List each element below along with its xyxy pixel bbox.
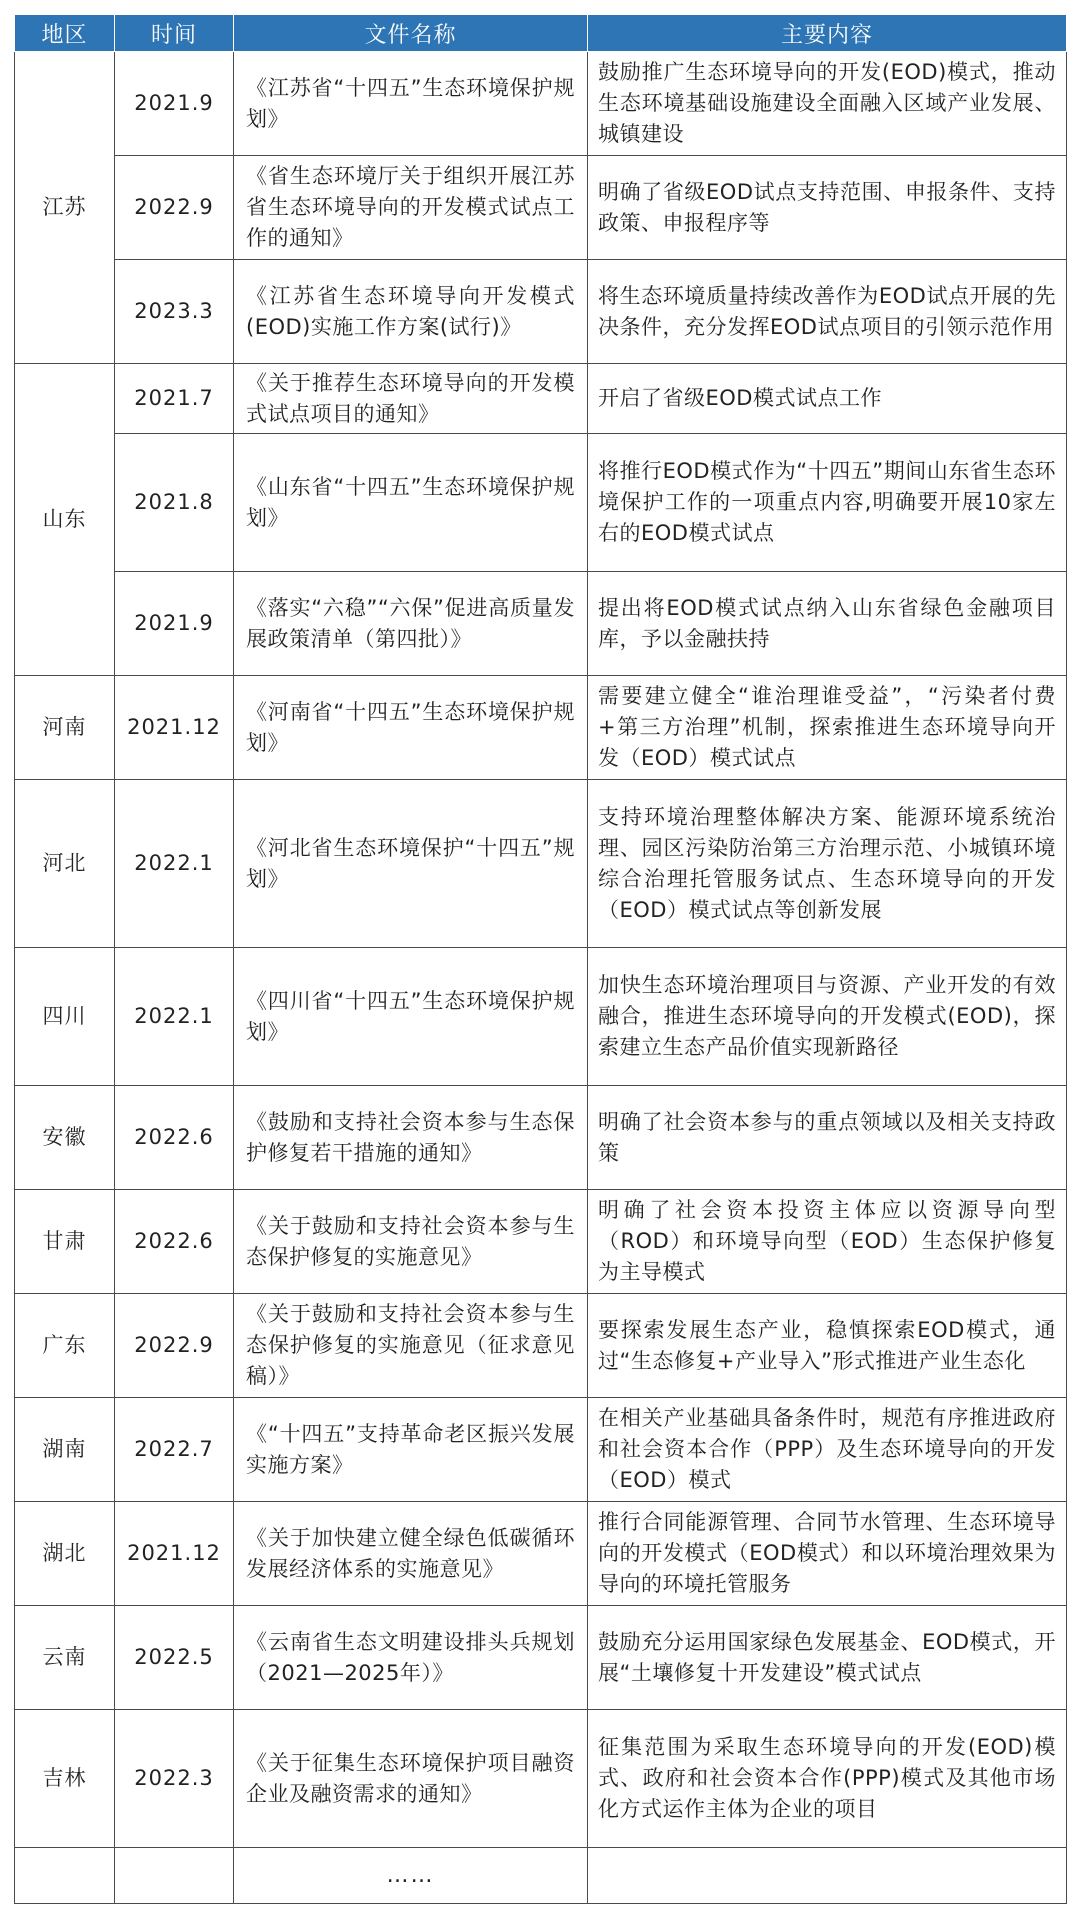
main-content-cell: 在相关产业基础具备条件时，规范有序推进政府和社会资本合作（PPP）及生态环境导向的开发（EOD）模式 xyxy=(588,1398,1067,1502)
region-cell: 河北 xyxy=(15,780,115,948)
table-row xyxy=(15,52,1067,156)
table-row xyxy=(15,260,1067,364)
table-row xyxy=(15,1606,1067,1710)
main-content-cell: 推行合同能源管理、合同节水管理、生态环境导向的开发模式（EOD模式）和以环境治理效果为导向的环境托管服务 xyxy=(588,1502,1067,1606)
time-cell: 2021.9 xyxy=(115,52,234,156)
document-name-cell: 《山东省“十四五”生态环境保护规划》 xyxy=(234,434,588,572)
header-time: 时间 xyxy=(115,15,234,52)
document-name-cell: 《云南省生态文明建设排头兵规划（2021—2025年）》 xyxy=(234,1606,588,1710)
table-row xyxy=(15,1190,1067,1294)
time-cell: 2021.7 xyxy=(115,364,234,434)
document-name-cell: 《鼓励和支持社会资本参与生态保护修复若干措施的通知》 xyxy=(234,1086,588,1190)
document-name-cell: 《落实“六稳”“六保”促进高质量发展政策清单（第四批）》 xyxy=(234,572,588,676)
document-name-cell: 《四川省“十四五”生态环境保护规划》 xyxy=(234,948,588,1086)
table-row xyxy=(15,1398,1067,1502)
time-cell: 2021.12 xyxy=(115,1502,234,1606)
main-content-cell: 提出将EOD模式试点纳入山东省绿色金融项目库，予以金融扶持 xyxy=(588,572,1067,676)
region-cell: 山东 xyxy=(15,364,115,676)
document-name-cell: 《江苏省“十四五”生态环境保护规划》 xyxy=(234,52,588,156)
table-row xyxy=(15,572,1067,676)
policy-table-wrapper xyxy=(14,14,1066,1904)
main-content-cell: 加快生态环境治理项目与资源、产业开发的有效融合，推进生态环境导向的开发模式(EOD)，探索建立生态产品价值实现新路径 xyxy=(588,948,1067,1086)
eod-policy-table xyxy=(14,14,1067,1904)
main-content-cell: 需要建立健全“谁治理谁受益”，“污染者付费+第三方治理”机制，探索推进生态环境导向开发（EOD）模式试点 xyxy=(588,676,1067,780)
table-row xyxy=(15,434,1067,572)
table-row xyxy=(15,1086,1067,1190)
time-cell: 2023.3 xyxy=(115,260,234,364)
time-cell: 2022.1 xyxy=(115,948,234,1086)
time-cell: 2022.1 xyxy=(115,780,234,948)
region-cell: 安徽 xyxy=(15,1086,115,1190)
region-cell: 吉林 xyxy=(15,1710,115,1848)
time-cell: 2022.5 xyxy=(115,1606,234,1710)
header-main-content: 主要内容 xyxy=(588,15,1067,52)
region-cell: 广东 xyxy=(15,1294,115,1398)
document-name-cell: 《河北省生态环境保护“十四五”规划》 xyxy=(234,780,588,948)
document-name-cell: 《省生态环境厅关于组织开展江苏省生态环境导向的开发模式试点工作的通知》 xyxy=(234,156,588,260)
document-name-cell: 《关于鼓励和支持社会资本参与生态保护修复的实施意见》 xyxy=(234,1190,588,1294)
time-cell: 2022.6 xyxy=(115,1086,234,1190)
main-content-cell: 明确了社会资本投资主体应以资源导向型（ROD）和环境导向型（EOD）生态保护修复为主导模式 xyxy=(588,1190,1067,1294)
table-row xyxy=(15,676,1067,780)
document-name-cell: 《河南省“十四五”生态环境保护规划》 xyxy=(234,676,588,780)
region-cell: 湖北 xyxy=(15,1502,115,1606)
document-name-cell: 《关于征集生态环境保护项目融资企业及融资需求的通知》 xyxy=(234,1710,588,1848)
empty-cell xyxy=(15,1848,115,1904)
main-content-cell: 鼓励充分运用国家绿色发展基金、EOD模式，开展“土壤修复十开发建设”模式试点 xyxy=(588,1606,1067,1710)
time-cell: 2021.12 xyxy=(115,676,234,780)
time-cell: 2022.7 xyxy=(115,1398,234,1502)
document-name-cell: 《“十四五”支持革命老区振兴发展实施方案》 xyxy=(234,1398,588,1502)
table-header-row xyxy=(15,15,1067,52)
document-name-cell: 《关于加快建立健全绿色低碳循环发展经济体系的实施意见》 xyxy=(234,1502,588,1606)
region-cell: 四川 xyxy=(15,948,115,1086)
main-content-cell: 将生态环境质量持续改善作为EOD试点开展的先决条件，充分发挥EOD试点项目的引领示范作用 xyxy=(588,260,1067,364)
main-content-cell: 明确了省级EOD试点支持范围、申报条件、支持政策、申报程序等 xyxy=(588,156,1067,260)
document-name-cell: 《江苏省生态环境导向开发模式(EOD)实施工作方案(试行)》 xyxy=(234,260,588,364)
document-name-cell: 《关于推荐生态环境导向的开发模式试点项目的通知》 xyxy=(234,364,588,434)
time-cell: 2022.6 xyxy=(115,1190,234,1294)
empty-cell xyxy=(115,1848,234,1904)
main-content-cell: 要探索发展生态产业，稳慎探索EOD模式，通过“生态修复+产业导入”形式推进产业生态化 xyxy=(588,1294,1067,1398)
time-cell: 2022.9 xyxy=(115,156,234,260)
time-cell: 2021.9 xyxy=(115,572,234,676)
main-content-cell: 明确了社会资本参与的重点领域以及相关支持政策 xyxy=(588,1086,1067,1190)
header-document-name: 文件名称 xyxy=(234,15,588,52)
region-cell: 江苏 xyxy=(15,52,115,364)
table-row-ellipsis xyxy=(15,1848,1067,1904)
table-row xyxy=(15,780,1067,948)
main-content-cell: 征集范围为采取生态环境导向的开发(EOD)模式、政府和社会资本合作(PPP)模式及其他市场化方式运作主体为企业的项目 xyxy=(588,1710,1067,1848)
region-cell: 甘肃 xyxy=(15,1190,115,1294)
time-cell: 2022.9 xyxy=(115,1294,234,1398)
table-row xyxy=(15,364,1067,434)
region-cell: 湖南 xyxy=(15,1398,115,1502)
time-cell: 2022.3 xyxy=(115,1710,234,1848)
region-cell: 云南 xyxy=(15,1606,115,1710)
main-content-cell: 开启了省级EOD模式试点工作 xyxy=(588,364,1067,434)
table-row xyxy=(15,1710,1067,1848)
document-name-cell: 《关于鼓励和支持社会资本参与生态保护修复的实施意见（征求意见稿）》 xyxy=(234,1294,588,1398)
table-row xyxy=(15,948,1067,1086)
main-content-cell: 支持环境治理整体解决方案、能源环境系统治理、园区污染防治第三方治理示范、小城镇环境综合治理托管服务试点、生态环境导向的开发（EOD）模式试点等创新发展 xyxy=(588,780,1067,948)
main-content-cell: 鼓励推广生态环境导向的开发(EOD)模式，推动生态环境基础设施建设全面融入区域产业发展、城镇建设 xyxy=(588,52,1067,156)
region-cell: 河南 xyxy=(15,676,115,780)
time-cell: 2021.8 xyxy=(115,434,234,572)
table-row xyxy=(15,1294,1067,1398)
empty-cell xyxy=(588,1848,1067,1904)
table-body xyxy=(15,52,1067,1904)
ellipsis-cell: …… xyxy=(234,1848,588,1904)
table-row xyxy=(15,1502,1067,1606)
header-region: 地区 xyxy=(15,15,115,52)
table-row xyxy=(15,156,1067,260)
main-content-cell: 将推行EOD模式作为“十四五”期间山东省生态环境保护工作的一项重点内容,明确要开展10家左右的EOD模式试点 xyxy=(588,434,1067,572)
